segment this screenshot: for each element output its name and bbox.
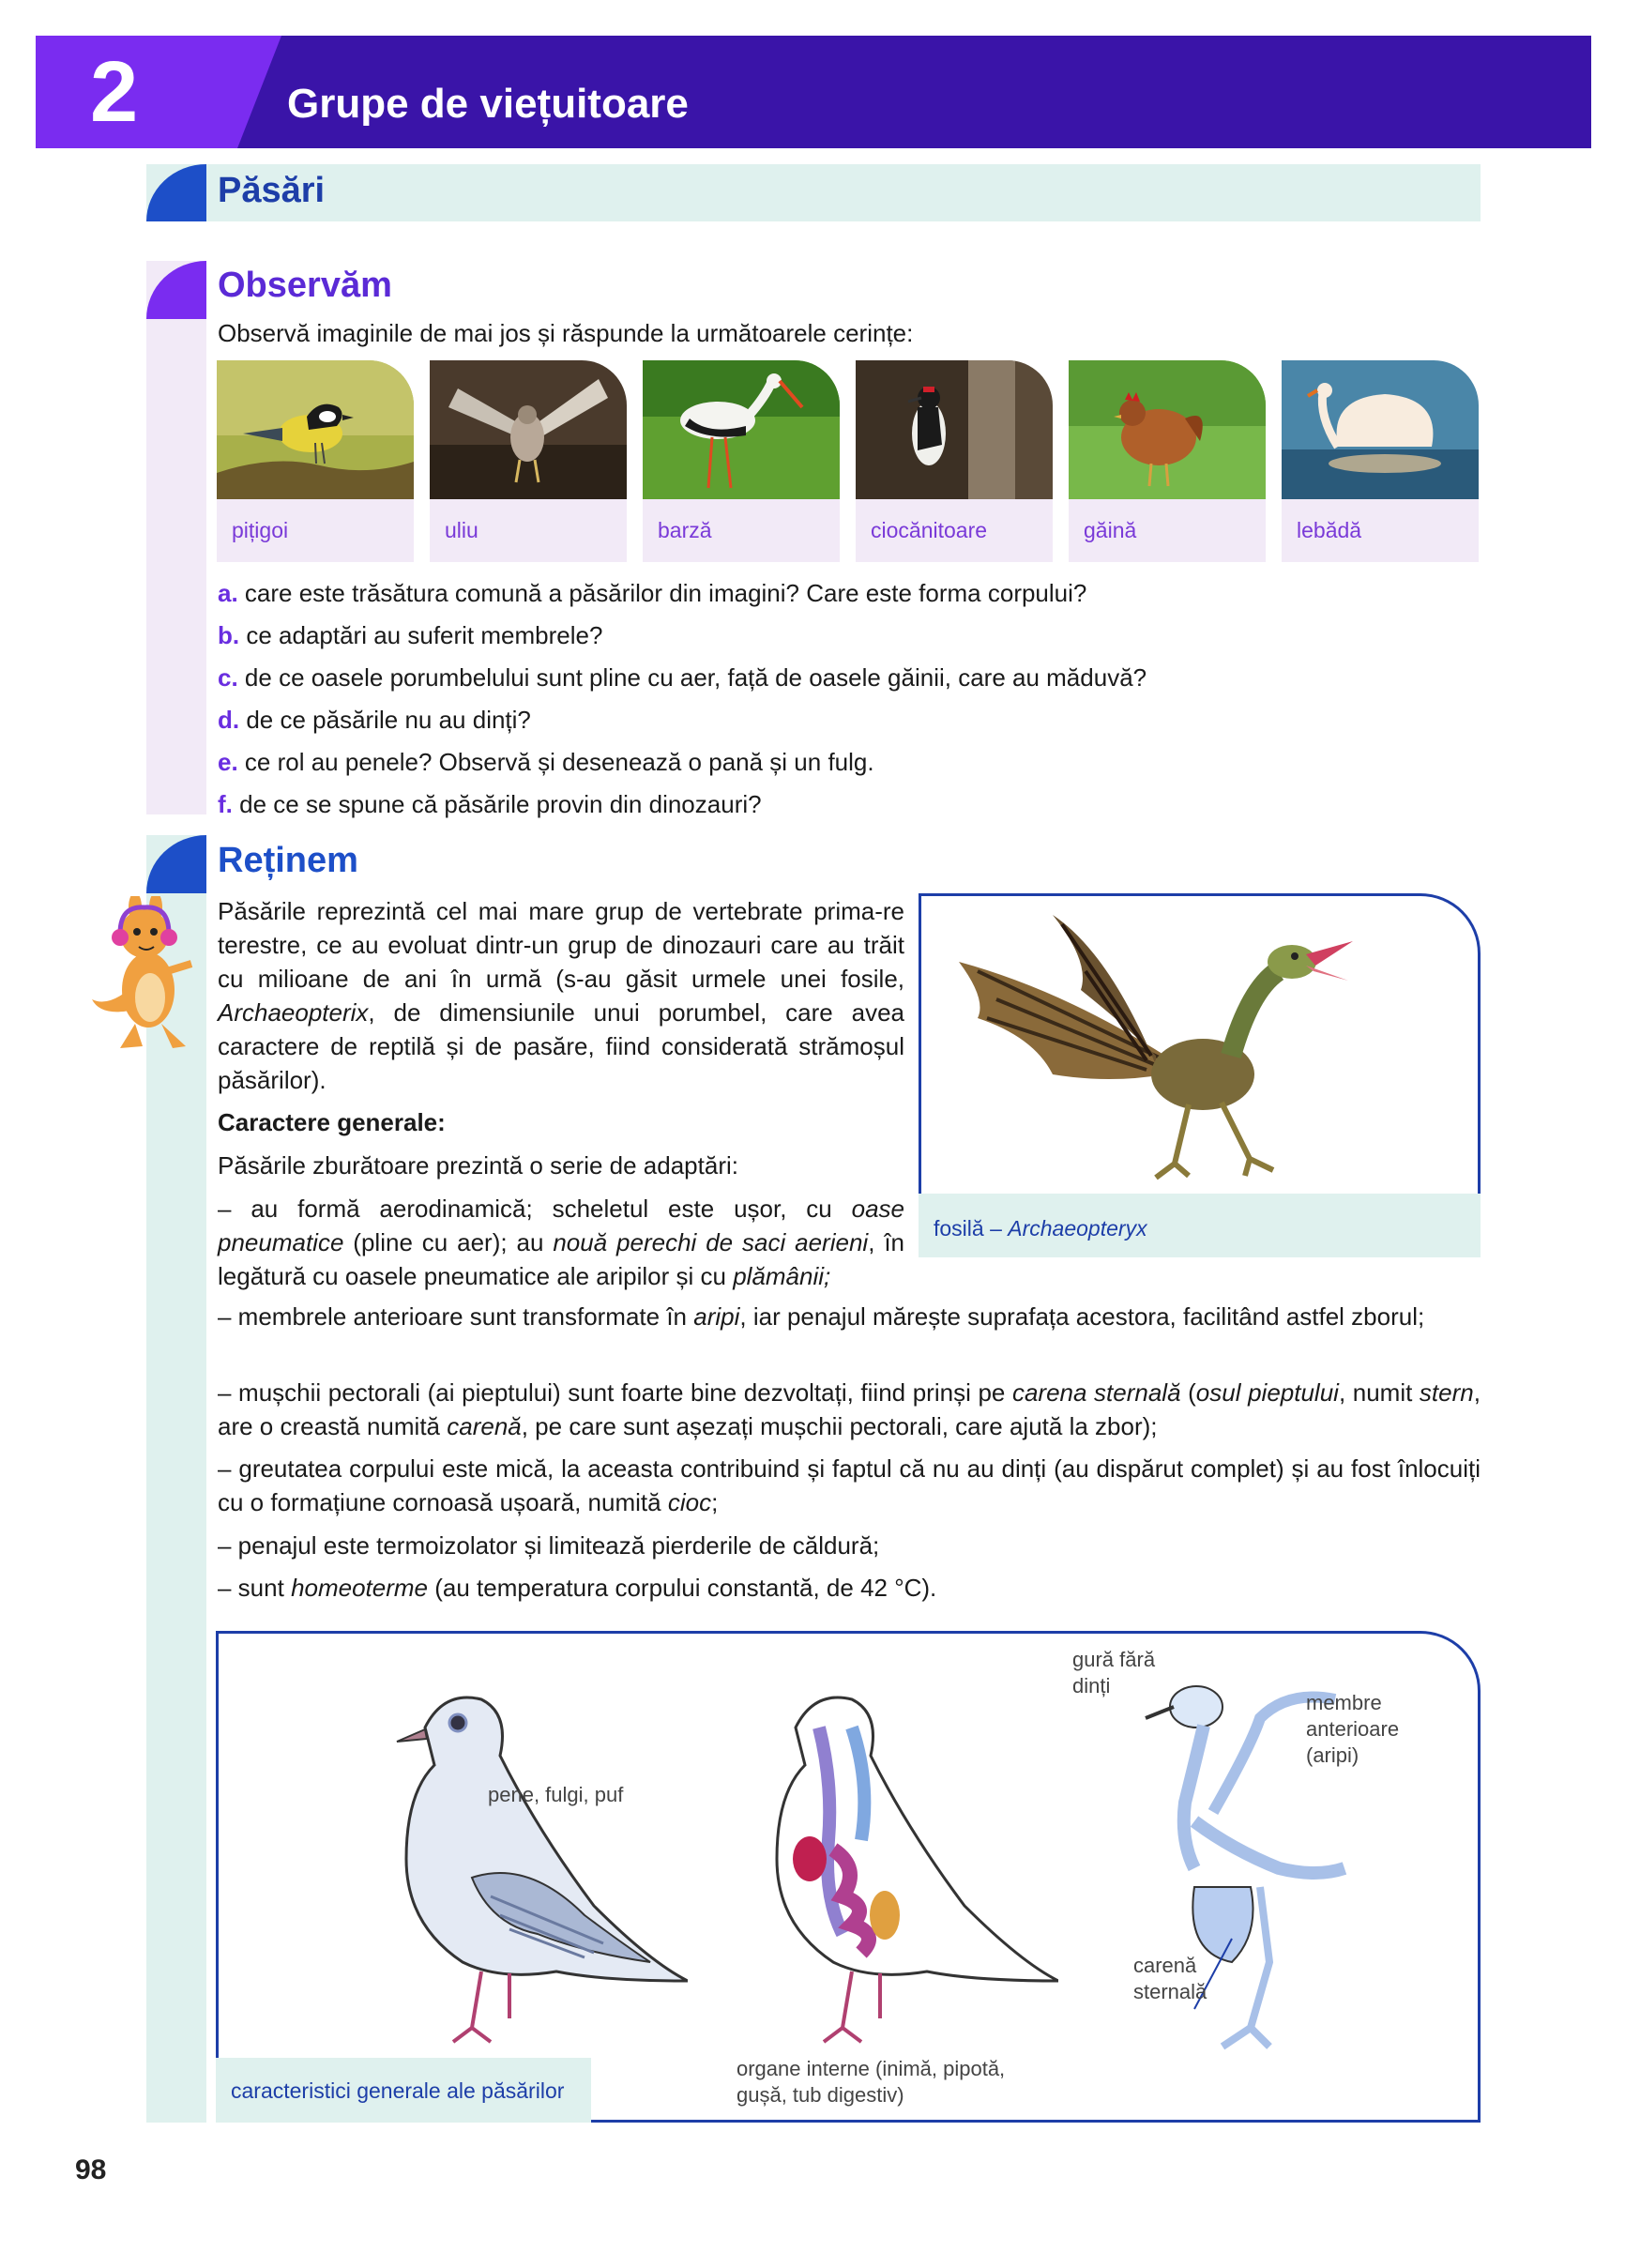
anatomy-caption: caracteristici generale ale păsărilor [216, 2058, 591, 2123]
archaeopteryx-illustration [921, 896, 1478, 1196]
observam-heading: Observăm [218, 266, 392, 305]
wings-label-line: (aripi) [1306, 1743, 1359, 1767]
woodpecker-photo [856, 360, 1053, 499]
bullet-italic: cioc [667, 1488, 712, 1516]
stork-photo [643, 360, 840, 499]
kangaroo-mascot-icon [83, 896, 205, 1056]
hawk-photo [430, 360, 627, 499]
beak-label-line: dinți [1072, 1674, 1111, 1697]
question-d [218, 706, 531, 735]
question-letter: b. [218, 621, 240, 649]
wings-label-line: membre [1306, 1691, 1382, 1714]
beak-label-line: gură fără [1072, 1648, 1156, 1671]
question-letter: f. [218, 790, 233, 818]
chapter-banner [36, 36, 1591, 148]
bullet-aerodynamic [218, 1192, 904, 1293]
bullet-italic: plămânii; [733, 1262, 831, 1290]
page-number: 98 [75, 2154, 107, 2185]
bird-card-ciocanitoare [856, 360, 1053, 562]
beak-label [1072, 1647, 1155, 1699]
bullet-italic: carenă [447, 1412, 522, 1440]
bullet-text: , pe care sunt așezați mușchii pectorali, care ajută la zbor); [521, 1412, 1158, 1440]
bullet-wings [218, 1300, 1481, 1333]
bullet-text: , iar penajul mărește suprafața acestora, facilitând astfel zborul; [739, 1302, 1425, 1331]
bullet-text: (pline cu aer); au [343, 1228, 554, 1256]
pigeon-exterior-drawing [369, 1671, 688, 2065]
question-letter: d. [218, 706, 240, 734]
bird-label: ciocănitoare [856, 499, 1053, 562]
hen-photo [1069, 360, 1266, 499]
bullet-plumage: – penajul este termoizolator și limitează pierderile de căldură; [218, 1531, 880, 1560]
bullet-text: , numit [1338, 1378, 1420, 1407]
adaptations-intro: Păsările zburătoare prezintă o serie de adaptări: [218, 1151, 738, 1180]
bird-label: găină [1069, 499, 1266, 562]
question-text: ce rol au penele? Observă și desenează o pană și un fulg. [244, 748, 874, 776]
bullet-text: – greutatea corpului este mică, la aceasta contribuind și faptul că nu au dinți (au dispărut complet) și au fost înlocuiți cu o formațiune cornoasă ușoară, numită [218, 1454, 1481, 1516]
bird-card-gaina [1069, 360, 1266, 562]
intro-text-a: Păsările reprezintă cel mai mare grup de vertebrate prima-re terestre, ce au evoluat dintr-un grup de dinozauri care au trăit cu milioane de ani în urmă (s-au găsit urmele unei fosile, [218, 897, 904, 993]
organs-label-line: organe interne (inimă, pipotă, [737, 2057, 1006, 2080]
question-b [218, 621, 602, 650]
feathers-label: pene, fulgi, puf [488, 1783, 624, 1806]
question-text: de ce oasele porumbelului sunt pline cu aer, față de oasele găinii, care au măduvă? [244, 663, 1147, 692]
bullet-text: , în legătură cu oasele pneumatice ale aripilor și cu [218, 1228, 904, 1290]
retinem-heading: Reținem [218, 841, 358, 880]
bullet-italic: stern [1419, 1378, 1474, 1407]
bird-card-lebada [1282, 360, 1479, 562]
question-text: ce adaptări au suferit membrele? [246, 621, 603, 649]
bird-label: uliu [430, 499, 627, 562]
keel-label [1133, 1953, 1207, 2005]
bullet-text: – sunt [218, 1574, 292, 1602]
section-header-bar [146, 164, 1481, 221]
keel-label-line: carenă [1133, 1954, 1197, 1977]
question-c [218, 663, 1147, 693]
question-text: de ce păsările nu au dinți? [246, 706, 531, 734]
chapter-number: 2 [90, 44, 139, 140]
wings-label [1306, 1690, 1399, 1769]
bird-photo-row [217, 360, 1481, 562]
bullet-italic: homeoterme [291, 1574, 429, 1602]
section-title: Păsări [218, 171, 326, 210]
bird-card-barza [643, 360, 840, 562]
question-text: de ce se spune că păsările provin din dinozauri? [239, 790, 762, 818]
general-characters-heading: Caractere generale: [218, 1108, 446, 1136]
wings-label-line: anterioare [1306, 1717, 1400, 1741]
question-e [218, 748, 874, 777]
bird-label: barză [643, 499, 840, 562]
chapter-title: Grupe de viețuitoare [287, 81, 689, 127]
intro-text-genus: Archaeopterix [218, 998, 369, 1027]
organs-label-line: gușă, tub digestiv) [737, 2083, 904, 2107]
pigeon-internal-organs-drawing [739, 1671, 1058, 2065]
bird-label: pițigoi [217, 499, 414, 562]
bird-card-uliu [430, 360, 627, 562]
great-tit-photo [217, 360, 414, 499]
keel-label-line: sternală [1133, 1980, 1207, 2003]
bird-card-pitigoi [217, 360, 414, 562]
retinem-intro-paragraph [218, 894, 904, 1097]
observam-side-strip [146, 261, 206, 814]
bullet-weight [218, 1452, 1481, 1519]
bullet-italic: aripi [693, 1302, 740, 1331]
question-letter: a. [218, 579, 238, 607]
bullet-text: (au temperatura corpului constantă, de 42 °C). [428, 1574, 937, 1602]
bullet-text: – au formă aerodinamică; scheletul este ușor, cu [218, 1195, 852, 1223]
bird-anatomy-figure [216, 1631, 1481, 2123]
question-f [218, 790, 762, 819]
chapter-number-badge [36, 36, 281, 148]
intro-text-c: , de dimensiunile unui porumbel, care avea caractere de reptilă și de pasăre, fiind considerată strămoșul păsărilor). [218, 998, 904, 1094]
question-text: care este trăsătura comună a păsărilor din imagini? Care este forma corpului? [244, 579, 1087, 607]
bullet-text: ( [1180, 1378, 1196, 1407]
fossil-caption [919, 1194, 1481, 1257]
swan-photo [1282, 360, 1479, 499]
organs-label [737, 2056, 1005, 2108]
question-a [218, 579, 1086, 608]
bird-label: lebădă [1282, 499, 1479, 562]
bullet-italic: osul pieptului [1195, 1378, 1339, 1407]
bullet-text: – mușchii pectorali (ai pieptului) sunt foarte bine dezvoltați, fiind prinși pe [218, 1378, 1012, 1407]
bullet-italic: oase pneumatice [218, 1195, 904, 1256]
fossil-caption-genus: Archaeopteryx [1008, 1216, 1147, 1241]
bullet-italic: nouă perechi de saci aerieni [553, 1228, 869, 1256]
bullet-text: , are o creastă numită [218, 1378, 1481, 1440]
fossil-caption-text: fosilă – [934, 1216, 1009, 1241]
question-letter: c. [218, 663, 238, 692]
bullet-pectoral [218, 1376, 1481, 1443]
observam-intro: Observă imaginile de mai jos și răspunde la următoarele cerințe: [218, 319, 914, 347]
bullet-italic: carena sternală [1011, 1378, 1181, 1407]
bullet-text: – membrele anterioare sunt transformate în [218, 1302, 694, 1331]
question-letter: e. [218, 748, 238, 776]
bullet-text: ; [711, 1488, 719, 1516]
bullet-homeothermic [218, 1571, 936, 1605]
